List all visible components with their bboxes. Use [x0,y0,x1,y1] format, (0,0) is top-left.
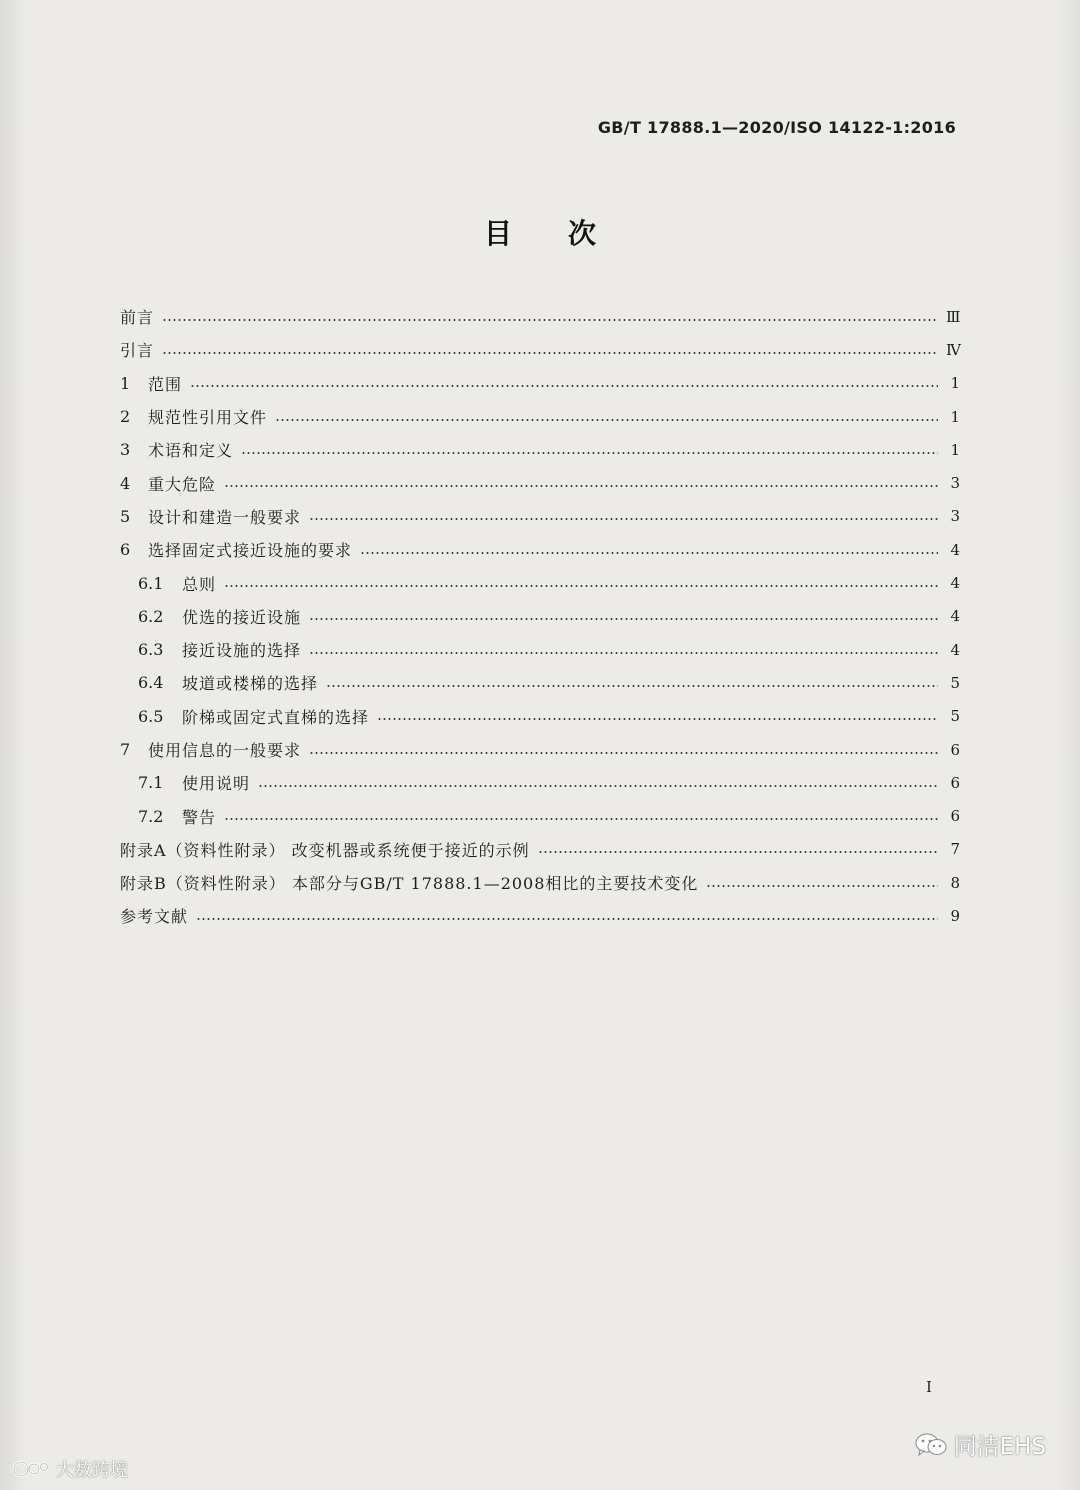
watermark-right-text: 同洁EHS [953,1434,1046,1460]
toc-entry[interactable] [120,500,960,533]
toc-entry-label: 设计和建造一般要求 [148,507,302,527]
toc-entry-number: 6.3 [138,640,164,660]
toc-entry-number: 7.2 [138,806,164,826]
toc-entry-number: 1 [120,373,131,393]
toc-leader-dots [224,585,938,587]
toc-entry-page: 9 [950,906,960,925]
toc-entry-page: 6 [950,740,960,759]
toc-entry-page: 4 [950,540,960,559]
toc-leader-dots [309,652,938,654]
toc-entry-label: 范围 [148,374,183,394]
toc-entry-label: 使用信息的一般要求 [148,741,302,760]
dashu-logo-icon [12,1458,52,1480]
toc-entry-page: 1 [950,440,960,459]
toc-leader-dots [275,419,938,421]
page-title: 目次 [483,217,652,250]
watermark-left-text: 大数跨境 [56,1460,128,1481]
toc-entry-page: 4 [950,640,960,659]
toc-entry-label: 阶梯或固定式直梯的选择 [182,707,370,727]
toc-entry-label: 附录A（资料性附录） 改变机器或系统便于接近的示例 [120,840,530,860]
toc-entry-page: 1 [950,374,960,393]
toc-entry-number: 4 [120,473,131,493]
toc-leader-dots [309,752,938,754]
toc-entry-number: 6.5 [138,706,164,726]
toc-entry-number: 3 [120,440,131,460]
toc-entry-label: 规范性引用文件 [148,408,268,428]
toc-leader-dots [196,918,938,920]
toc-leader-dots [224,485,938,487]
table-of-contents [120,300,960,933]
toc-entry[interactable] [120,633,960,666]
toc-entry-label: 术语和定义 [148,441,234,461]
toc-leader-dots [360,552,938,554]
toc-entry-page: 4 [950,607,960,626]
toc-entry[interactable] [120,799,960,832]
toc-entry-page: 7 [950,840,960,859]
toc-entry-number: 5 [120,506,131,526]
toc-leader-dots [162,319,938,321]
toc-entry-page: 1 [950,407,960,426]
toc-entry-number: 6 [120,540,131,560]
toc-entry-label: 总则 [182,574,217,594]
toc-entry[interactable] [120,666,960,699]
toc-entry[interactable] [120,433,960,466]
toc-entry-page: 3 [950,507,960,526]
toc-entry-page: 6 [950,773,960,792]
toc-entry[interactable] [120,766,960,799]
toc-entry-page: 4 [950,574,960,593]
toc-entry-page: Ⅲ [946,307,961,326]
toc-entry[interactable] [120,333,960,366]
toc-leader-dots [309,518,938,520]
toc-entry-label: 优选的接近设施 [182,607,302,627]
toc-entry[interactable] [120,533,960,566]
toc-entry-number: 6.4 [138,673,164,693]
toc-leader-dots [162,352,938,354]
watermark-right [914,1428,1046,1461]
toc-entry[interactable] [120,600,960,633]
toc-leader-dots [190,385,938,387]
toc-entry-page: 3 [950,474,960,493]
toc-entry-number: 7 [120,740,131,759]
toc-entry-number: 6.2 [138,606,164,626]
toc-leader-dots [538,851,938,853]
toc-entry-page: 5 [950,707,960,726]
toc-entry-label: 警告 [182,807,217,827]
wechat-icon [914,1431,948,1459]
document-code: GB/T 17888.1—2020/ISO 14122-1:2016 [597,118,956,137]
toc-entry-number: 7.1 [138,773,164,793]
toc-entry[interactable] [120,566,960,599]
toc-leader-dots [377,718,938,720]
toc-entry-label: 坡道或楼梯的选择 [182,674,319,694]
toc-entry-label: 附录B（资料性附录） 本部分与GB/T 17888.1—2008相比的主要技术变化 [120,874,699,894]
toc-entry[interactable] [120,700,960,733]
toc-entry-label: 重大危险 [148,474,217,494]
toc-entry[interactable] [120,833,960,866]
toc-entry-page: 8 [950,873,960,892]
toc-entry-label: 选择固定式接近设施的要求 [148,541,353,561]
watermark-left [12,1456,128,1482]
toc-leader-dots [224,818,938,820]
page-number: I [926,1378,932,1396]
toc-entry[interactable] [120,733,960,766]
toc-entry[interactable] [120,300,960,333]
toc-entry[interactable] [120,899,960,932]
toc-entry-page: 6 [950,807,960,826]
toc-entry[interactable] [120,367,960,400]
toc-leader-dots [326,685,938,687]
toc-entry-label: 使用说明 [182,774,251,794]
toc-leader-dots [258,785,938,787]
toc-entry-number: 6.1 [138,573,164,593]
toc-entry-label: 参考文献 [120,907,189,927]
toc-leader-dots [309,618,938,620]
toc-entry-label: 前言 [120,308,155,328]
toc-entry-number: 2 [120,407,131,427]
toc-entry[interactable] [120,466,960,499]
toc-entry[interactable] [120,400,960,433]
toc-entry-page: 5 [950,673,960,692]
toc-entry-label: 引言 [120,341,155,361]
toc-entry-page: Ⅳ [946,340,961,359]
toc-entry-label: 接近设施的选择 [182,641,302,661]
toc-entry[interactable] [120,866,960,899]
toc-leader-dots [241,452,938,454]
toc-leader-dots [706,885,938,887]
